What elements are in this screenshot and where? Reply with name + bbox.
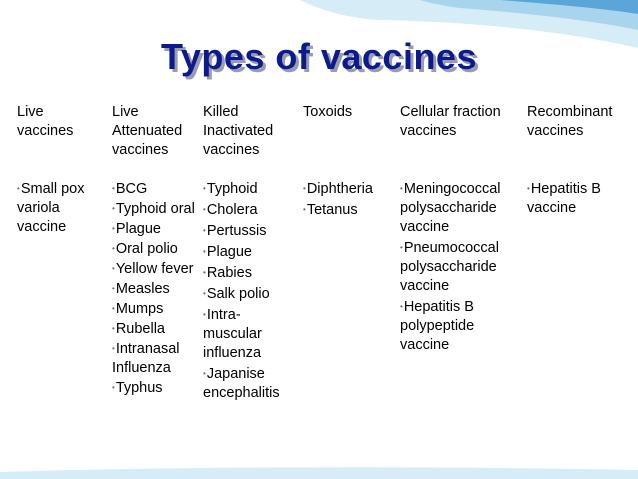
column-header bbox=[203, 103, 299, 179]
item-text: Measles bbox=[115, 281, 170, 297]
column-recombinant-vaccines bbox=[527, 103, 631, 219]
header-line: Inactivated bbox=[203, 123, 274, 139]
vaccine-list bbox=[203, 179, 299, 403]
bullet-icon: • bbox=[112, 383, 115, 392]
list-item bbox=[112, 239, 198, 259]
bullet-icon: • bbox=[112, 184, 115, 193]
bullet-icon: • bbox=[400, 302, 403, 311]
bullet-icon: • bbox=[203, 268, 206, 277]
bullet-icon: • bbox=[112, 284, 115, 293]
bullet-icon: • bbox=[203, 226, 206, 235]
header-line: vaccines bbox=[112, 142, 169, 158]
list-item bbox=[112, 378, 198, 398]
bullet-icon: • bbox=[400, 243, 403, 252]
item-text: Salk polio bbox=[206, 286, 270, 302]
vaccine-list bbox=[527, 179, 631, 218]
column-header bbox=[303, 103, 395, 179]
bullet-icon: • bbox=[112, 244, 115, 253]
list-item bbox=[400, 297, 522, 355]
list-item bbox=[203, 284, 299, 304]
item-text: Mumps bbox=[115, 301, 164, 317]
bullet-icon: • bbox=[400, 184, 403, 193]
vaccine-list bbox=[17, 179, 109, 237]
list-item bbox=[303, 200, 395, 220]
header-line: Toxoids bbox=[303, 104, 353, 120]
item-text: Oral polio bbox=[115, 241, 178, 257]
column-header bbox=[112, 103, 198, 179]
item-text: Cholera bbox=[206, 202, 258, 218]
column-header bbox=[527, 103, 631, 179]
header-line: Live bbox=[112, 104, 139, 120]
bullet-icon: • bbox=[203, 369, 206, 378]
bullet-icon: • bbox=[527, 184, 530, 193]
column-killed-inactivated-vaccines bbox=[203, 103, 299, 404]
list-item bbox=[112, 319, 198, 339]
bullet-icon: • bbox=[203, 184, 206, 193]
list-item bbox=[203, 263, 299, 283]
list-item bbox=[112, 219, 198, 239]
list-item bbox=[112, 339, 198, 359]
bullet-icon: • bbox=[203, 289, 206, 298]
list-item bbox=[17, 179, 109, 237]
header-line: Attenuated bbox=[112, 123, 183, 139]
item-text: Influenza bbox=[112, 360, 171, 376]
vaccine-list bbox=[112, 179, 198, 398]
list-item bbox=[112, 279, 198, 299]
item-text: Meningococcal polysaccharide vaccine bbox=[400, 181, 501, 235]
bullet-icon: • bbox=[303, 205, 306, 214]
list-item bbox=[527, 179, 631, 218]
header-line: Cellular fraction bbox=[400, 104, 501, 120]
bullet-icon: • bbox=[112, 204, 115, 213]
column-header bbox=[17, 103, 109, 179]
vaccine-list bbox=[303, 179, 395, 220]
column-toxoids bbox=[303, 103, 395, 221]
vaccine-list bbox=[400, 179, 522, 355]
item-text: Japanise encephalitis bbox=[203, 366, 280, 401]
header-line: vaccines bbox=[400, 123, 457, 139]
slide-title: Types of vaccines bbox=[161, 36, 477, 77]
bullet-icon: • bbox=[112, 304, 115, 313]
bullet-icon: • bbox=[112, 344, 115, 353]
item-text: Plague bbox=[206, 244, 252, 260]
bullet-icon: • bbox=[17, 184, 20, 193]
list-item bbox=[303, 179, 395, 199]
list-item-continuation bbox=[112, 359, 198, 378]
header-line: Live bbox=[17, 104, 44, 120]
bullet-icon: • bbox=[203, 205, 206, 214]
list-item bbox=[203, 305, 299, 363]
list-item bbox=[112, 299, 198, 319]
bullet-icon: • bbox=[112, 324, 115, 333]
header-line: vaccines bbox=[17, 123, 74, 139]
item-text: Diphtheria bbox=[306, 181, 373, 197]
item-text: Plague bbox=[115, 221, 161, 237]
bullet-icon: • bbox=[203, 310, 206, 319]
item-text: Rubella bbox=[115, 321, 165, 337]
list-item bbox=[112, 199, 198, 219]
item-text: Intranasal bbox=[115, 341, 180, 357]
item-text: Typhus bbox=[115, 380, 163, 396]
item-text: Yellow fever bbox=[115, 261, 194, 277]
item-text: Small pox variola vaccine bbox=[17, 181, 85, 235]
item-text: Pertussis bbox=[206, 223, 267, 239]
item-text: Hepatitis B vaccine bbox=[527, 181, 601, 216]
header-line: vaccines bbox=[203, 142, 260, 158]
list-item bbox=[203, 364, 299, 403]
wave-bottom bbox=[0, 467, 638, 479]
bullet-icon: • bbox=[303, 184, 306, 193]
column-live-vaccines bbox=[17, 103, 109, 238]
list-item bbox=[112, 179, 198, 199]
list-item bbox=[203, 179, 299, 199]
bullet-icon: • bbox=[203, 247, 206, 256]
list-item bbox=[203, 200, 299, 220]
item-text: Rabies bbox=[206, 265, 252, 281]
list-item bbox=[203, 242, 299, 262]
column-header bbox=[400, 103, 522, 179]
list-item bbox=[203, 221, 299, 241]
item-text: Pneumococcal polysaccharide vaccine bbox=[400, 240, 499, 294]
column-live-attenuated-vaccines bbox=[112, 103, 198, 398]
list-item bbox=[400, 179, 522, 237]
item-text: Typhoid bbox=[206, 181, 258, 197]
item-text: BCG bbox=[115, 181, 148, 197]
column-cellular-fraction-vaccines bbox=[400, 103, 522, 356]
item-text: Tetanus bbox=[306, 202, 358, 218]
header-line: Killed bbox=[203, 104, 239, 120]
item-text: Intra-muscular influenza bbox=[203, 307, 262, 361]
item-text: Hepatitis B polypeptide vaccine bbox=[400, 299, 475, 353]
bullet-icon: • bbox=[112, 224, 115, 233]
bullet-icon: • bbox=[112, 264, 115, 273]
list-item bbox=[112, 259, 198, 279]
header-line: Recombinant bbox=[527, 104, 613, 120]
header-line: vaccines bbox=[527, 123, 584, 139]
item-text: Typhoid oral bbox=[115, 201, 195, 217]
list-item bbox=[400, 238, 522, 296]
